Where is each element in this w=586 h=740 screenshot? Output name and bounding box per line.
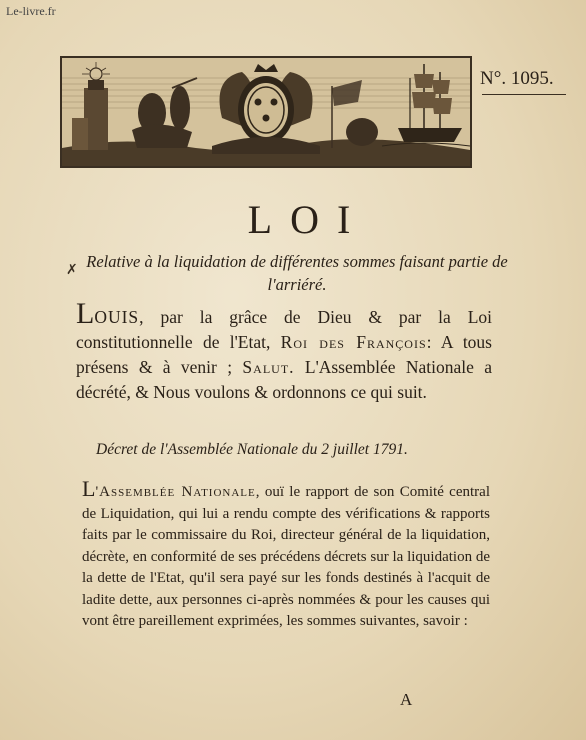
assembly-name: 'Assemblée Nationale: [95, 484, 256, 500]
body-initial: L: [82, 476, 96, 501]
engraved-banner: [60, 56, 472, 168]
catchword: A: [400, 690, 413, 709]
subtitle: Relative à la liquidation de différentes sommes faisant partie de l'arriéré.: [86, 252, 508, 294]
salut: Salut.: [242, 357, 295, 377]
king-name: OUIS: [94, 307, 140, 327]
page-title: LOI: [247, 197, 369, 242]
ink-mark: ✗: [66, 262, 78, 278]
decree-heading: Décret de l'Assemblée Nationale du 2 juillet 1791.: [96, 441, 408, 458]
royal-preamble: [76, 297, 492, 405]
drop-initial: L: [76, 297, 95, 330]
preamble-text-1: , par la grâce de Dieu & par la Loi constitutionnelle de l'Etat,: [76, 307, 492, 352]
body-text: , ouï le rapport de son Comité central de Liquidation, qui lui a rendu compte des vérifications & rapports faits par le commissaire du Roi, directeur général de la liquidation, décrète, en conformité de ses précédens décrets sur la liquidation de la dette de l'Etat, qu'il sera payé sur les fonds destinés à l'acquit de ladite dette, aux personnes ci-après nommées & pour les causes qui vont être pareillement exprimées, les sommes suivantes, savoir :: [82, 484, 490, 629]
issue-underline: [482, 94, 566, 97]
decree-body: [82, 478, 490, 633]
preamble-text-2: : A tous présens & à venir ;: [76, 332, 492, 377]
king-title: Roi des François: [280, 332, 427, 352]
watermark: Le-livre.fr: [6, 4, 56, 18]
banner-illustration: [62, 58, 470, 166]
preamble-text-3: L'Assemblée Nationale a décrété, & Nous voulons & ordonnons ce qui suit.: [76, 357, 492, 402]
issue-number: N°. 1095.: [480, 68, 554, 89]
